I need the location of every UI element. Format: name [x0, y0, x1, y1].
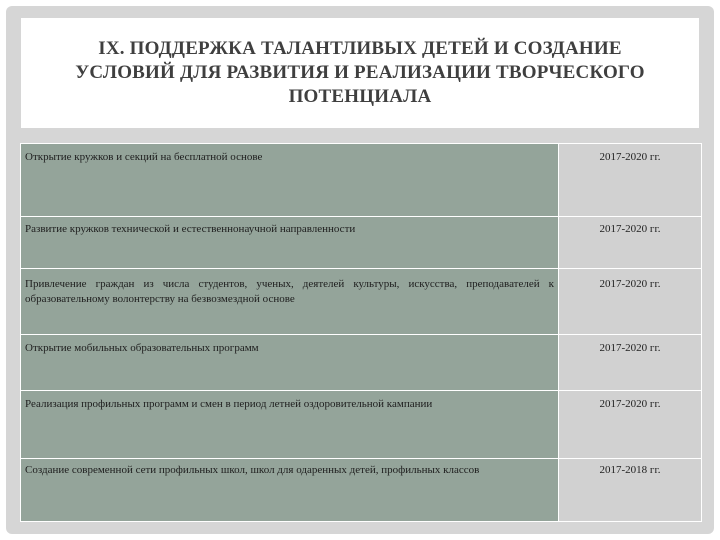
period-cell: 2017-2018 гг. [559, 459, 702, 522]
table-row [21, 459, 702, 522]
period-cell: 2017-2020 гг. [559, 391, 702, 459]
table-row [21, 269, 702, 335]
table-row [21, 144, 702, 217]
task-cell: Создание современной сети профильных школ, школ для одаренных детей, профильных классов [21, 459, 559, 522]
table-row [21, 335, 702, 391]
task-cell: Открытие мобильных образовательных программ [21, 335, 559, 391]
table-row [21, 391, 702, 459]
title-line-2: УСЛОВИЙ ДЛЯ РАЗВИТИЯ И РЕАЛИЗАЦИИ ТВОРЧЕСКОГО [75, 62, 645, 83]
period-cell: 2017-2020 гг. [559, 144, 702, 217]
slide-title [75, 37, 644, 109]
period-cell: 2017-2020 гг. [559, 269, 702, 335]
period-cell: 2017-2020 гг. [559, 335, 702, 391]
title-line-1: IX. ПОДДЕРЖКА ТАЛАНТЛИВЫХ ДЕТЕЙ И СОЗДАНИЕ [98, 38, 622, 59]
title-box [21, 18, 699, 128]
task-cell: Реализация профильных программ и смен в период летней оздоровительной кампании [21, 391, 559, 459]
task-cell: Привлечение граждан из числа студентов, ученых, деятелей культуры, искусства, преподавателей к образовательному волонтерству на безвозмездной основе [21, 269, 559, 335]
title-line-3: ПОТЕНЦИАЛА [288, 86, 432, 107]
table-row [21, 217, 702, 269]
task-cell: Открытие кружков и секций на бесплатной основе [21, 144, 559, 217]
measures-table [20, 143, 702, 522]
period-cell: 2017-2020 гг. [559, 217, 702, 269]
task-cell: Развитие кружков технической и естественнонаучной направленности [21, 217, 559, 269]
